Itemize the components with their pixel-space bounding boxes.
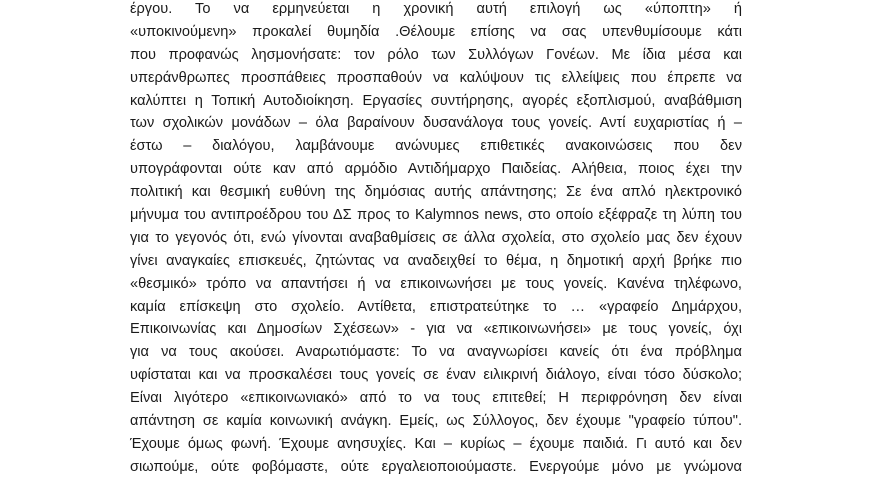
text-line: καλύπτει η Τοπική Αυτοδιοίκηση. Εργασίες συντήρησης, αγορές εξοπλισμού, αναβάθμιση (130, 92, 742, 109)
text-line: πολιτική και θεσμική ευθύνη της δημόσιας αυτής απάντησης; Σε ένα απλό ηλεκτρονικό (130, 184, 742, 201)
text-line: έργου. Το να ερμηνεύεται η χρονική αυτή επιλογή ως «ύποπτη» ή (130, 1, 742, 17)
text-line: υπεράνθρωπες προσπάθειες προσπαθούν να καλύψουν τις ελλείψεις που έπρεπε να (130, 69, 742, 86)
text-line: «υποκινούμενη» προκαλεί θυμηδία .Θέλουμε επίσης να σας υπενθυμίσουμε κάτι (130, 23, 742, 40)
text-line: Έχουμε όμως φωνή. Έχουμε ανησυχίες. Και – κυρίως – έχουμε παιδιά. Γι αυτό και δεν (130, 435, 742, 452)
text-line: «θεσμικό» τρόπο να απαντήσει ή να επικοινωνήσει με τους γονείς. Κανένα τηλέφωνο, (130, 275, 742, 292)
text-line: μήνυμα του αντιπροέδρου του ΔΣ προς το Kalymnos news, στο οποίο εξέφραζε τη λύπη του (130, 207, 742, 224)
text-line: απάντηση σε καμία κοινωνική ανάγκη. Εμείς, ως Σύλλογος, δεν έχουμε "γραφείο τύπου". (130, 413, 742, 430)
text-line: που προφανώς λησμονήσατε: τον ρόλο των Συλλόγων Γονέων. Με ίδια μέσα και (130, 46, 742, 63)
text-line: σιωπούμε, ούτε φοβόμαστε, ούτε εργαλειοποιούμαστε. Ενεργούμε μόνο με γνώμονα (130, 458, 742, 475)
text-line: υπογράφονται ούτε καν από αρμόδιο Αντιδήμαρχο Παιδείας. Αλήθεια, ποιος έχει την (130, 161, 742, 178)
text-line: των σχολικών μονάδων – όλα βαραίνουν δυσανάλογα τους γονείς. Αντί ευχαριστίας ή – (130, 115, 742, 132)
text-line: έστω – διαλόγου, λαμβάνουμε ανώνυμες επιθετικές ανακοινώσεις που δεν (130, 138, 742, 155)
text-line: γίνει αναγκαίες επισκευές, ζητώντας να αναδειχθεί το θέμα, η δημοτική αρχή βρήκε πιο (130, 252, 742, 269)
text-line: καμία επίσκεψη στο σχολείο. Αντίθετα, επιστρατεύτηκε το … «γραφείο Δημάρχου, (130, 298, 742, 315)
text-line: Επικοινωνίας και Δημοσίων Σχέσεων» - για να «επικοινωνήσει» με τους γονείς, όχι (130, 321, 742, 338)
text-line: για το γεγονός ότι, ενώ γίνονται αναβαθμίσεις σε άλλα σχολεία, στο σχολείο μας δεν έχουν (130, 229, 742, 246)
text-line: υφίσταται και να προσκαλέσει τους γονείς σε έναν ειλικρινή διάλογο, είναι τόσο δύσκολο; (130, 367, 742, 384)
text-line: Είναι λιγότερο «επικοινωνιακό» από το να τους επιτεθεί; Η περιφρόνηση δεν είναι (130, 390, 742, 407)
document-body-text (130, 0, 742, 479)
text-line: για να τους ακούσει. Αναρωτιόμαστε: Το να αναγνωρίσει κανείς ότι ένα πρόβλημα (130, 344, 742, 361)
